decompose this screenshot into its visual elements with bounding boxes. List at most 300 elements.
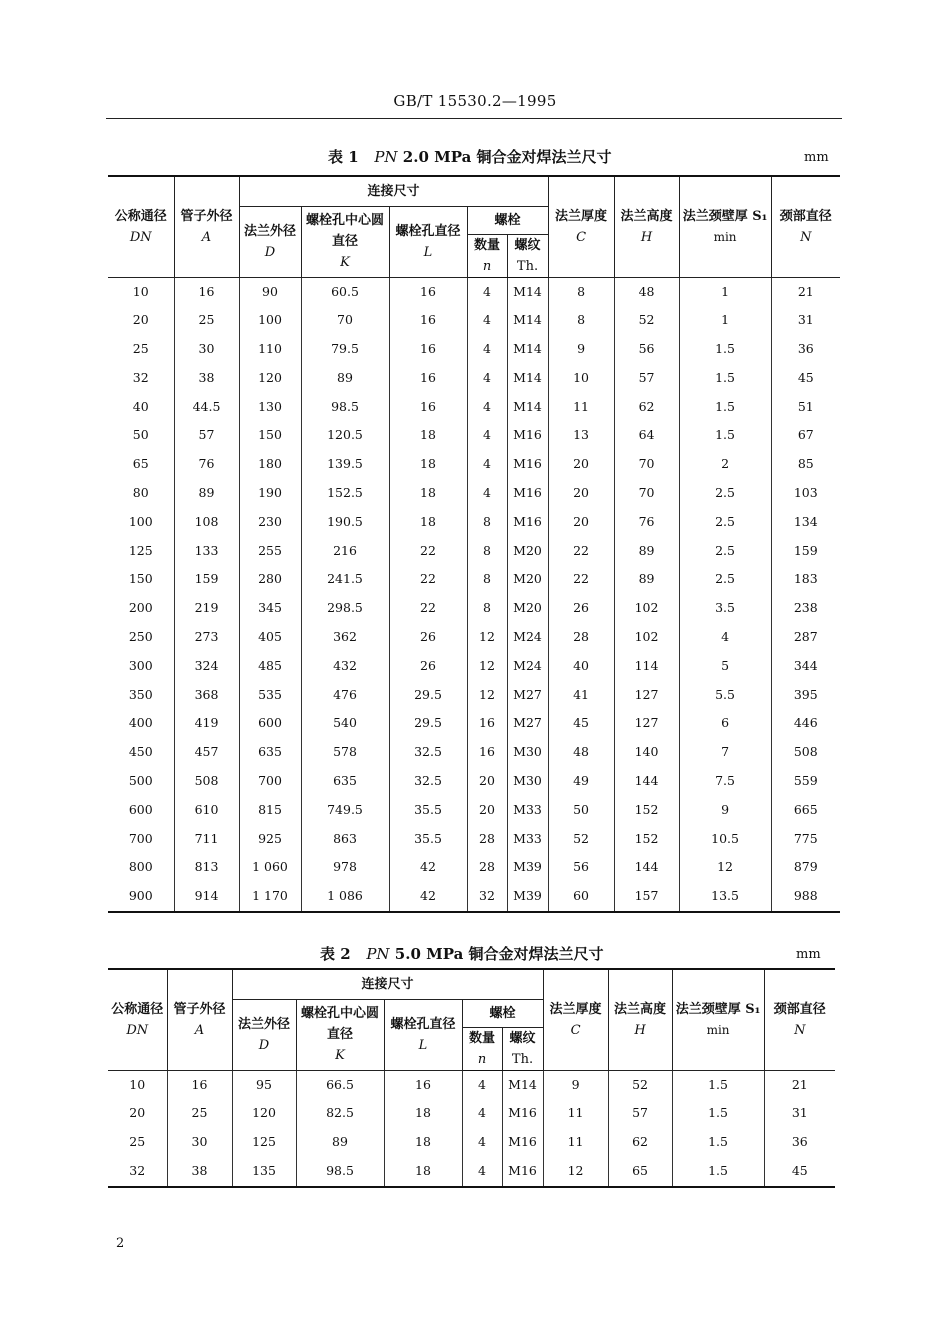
table-cell: 4 <box>462 1099 502 1128</box>
col-conn-header: 连接尺寸 <box>232 969 543 999</box>
table-cell: 16 <box>467 709 507 738</box>
table-cell: M30 <box>507 767 548 796</box>
table-cell: 52 <box>608 1070 672 1099</box>
table-cell: 36 <box>771 335 840 364</box>
table-cell: 57 <box>174 421 239 450</box>
table-cell: 500 <box>108 767 174 796</box>
table-cell: 190.5 <box>301 508 389 537</box>
table-cell: 31 <box>771 306 840 335</box>
table-cell: 120 <box>239 364 301 393</box>
table-cell: M33 <box>507 796 548 825</box>
table-cell: 32 <box>467 882 507 912</box>
table-cell: 344 <box>771 652 840 681</box>
table-cell: 280 <box>239 565 301 594</box>
col-qty-header: 数量 n <box>462 1027 502 1070</box>
table-cell: 914 <box>174 882 239 912</box>
table-cell: 64 <box>614 421 679 450</box>
table-cell: 978 <box>301 853 389 882</box>
table-cell: 56 <box>614 335 679 364</box>
col-dn-header: 公称通径 DN <box>108 969 167 1070</box>
table-cell: 432 <box>301 652 389 681</box>
table-row <box>108 652 840 681</box>
table-cell: 18 <box>384 1099 462 1128</box>
table-cell: 157 <box>614 882 679 912</box>
table-cell: 30 <box>174 335 239 364</box>
table-cell: 298.5 <box>301 594 389 623</box>
table-cell: M16 <box>507 421 548 450</box>
table-cell: 42 <box>389 882 467 912</box>
col-qty-header: 数量 n <box>467 234 507 277</box>
table-cell: 700 <box>108 825 174 854</box>
table-cell: 419 <box>174 709 239 738</box>
table-row <box>108 508 840 537</box>
table-cell: 22 <box>548 537 614 566</box>
table-cell: 16 <box>467 738 507 767</box>
table-cell: 13 <box>548 421 614 450</box>
table-cell: 20 <box>467 767 507 796</box>
table-cell: 150 <box>108 565 174 594</box>
table2-unit: mm <box>796 947 821 962</box>
table-cell: 9 <box>679 796 771 825</box>
table-cell: 446 <box>771 709 840 738</box>
col-h-header: 法兰高度 H <box>608 969 672 1070</box>
table-cell: 4 <box>679 623 771 652</box>
table-cell: 22 <box>389 594 467 623</box>
table-cell: 1 <box>679 277 771 306</box>
table-cell: 12 <box>467 623 507 652</box>
table-cell: 26 <box>548 594 614 623</box>
table-cell: 10 <box>548 364 614 393</box>
table-cell: 241.5 <box>301 565 389 594</box>
table-cell: 45 <box>771 364 840 393</box>
table-cell: 31 <box>764 1099 835 1128</box>
table-cell: 134 <box>771 508 840 537</box>
table-cell: 85 <box>771 450 840 479</box>
col-n-header: 颈部直径 N <box>771 176 840 277</box>
table-row <box>108 1128 835 1157</box>
table-cell: 2.5 <box>679 565 771 594</box>
table-cell: 120 <box>232 1099 296 1128</box>
table-cell: M16 <box>507 450 548 479</box>
table-cell: 40 <box>548 652 614 681</box>
table-row <box>108 681 840 710</box>
table-cell: 1.5 <box>679 364 771 393</box>
table-cell: 10 <box>108 277 174 306</box>
table-cell: 44.5 <box>174 393 239 422</box>
table-cell: 300 <box>108 652 174 681</box>
table-cell: 775 <box>771 825 840 854</box>
table-row <box>108 1070 835 1099</box>
table-cell: 26 <box>389 652 467 681</box>
table-cell: 70 <box>614 450 679 479</box>
table-cell: 18 <box>384 1128 462 1157</box>
table-cell: 60.5 <box>301 277 389 306</box>
table-cell: 52 <box>548 825 614 854</box>
table-cell: 350 <box>108 681 174 710</box>
table-cell: 32 <box>108 364 174 393</box>
table-cell: 900 <box>108 882 174 912</box>
table-cell: 190 <box>239 479 301 508</box>
table-cell: 16 <box>389 335 467 364</box>
table-cell: 16 <box>174 277 239 306</box>
table-cell: M16 <box>502 1099 543 1128</box>
table-cell: 100 <box>239 306 301 335</box>
table-cell: 20 <box>467 796 507 825</box>
table-cell: 35.5 <box>389 825 467 854</box>
table-cell: 345 <box>239 594 301 623</box>
table-cell: 450 <box>108 738 174 767</box>
col-k-header: 螺栓孔中心圆直径 K <box>301 206 389 277</box>
table-cell: 815 <box>239 796 301 825</box>
table-cell: 95 <box>232 1070 296 1099</box>
table-row <box>108 1099 835 1128</box>
table-cell: M14 <box>507 393 548 422</box>
table1-caption <box>328 146 612 167</box>
table-row <box>108 277 840 306</box>
table-cell: 600 <box>108 796 174 825</box>
table-cell: 89 <box>296 1128 384 1157</box>
table-cell: 89 <box>301 364 389 393</box>
table-cell: 8 <box>467 594 507 623</box>
table-cell: 1.5 <box>672 1157 764 1187</box>
table-cell: 1.5 <box>672 1128 764 1157</box>
table-cell: 28 <box>548 623 614 652</box>
col-l-header: 螺栓孔直径 L <box>384 999 462 1070</box>
table-row <box>108 537 840 566</box>
table-cell: 9 <box>543 1070 608 1099</box>
table-cell: M20 <box>507 565 548 594</box>
table-cell: 70 <box>301 306 389 335</box>
table-cell: 50 <box>548 796 614 825</box>
table-row <box>108 335 840 364</box>
table-cell: 152 <box>614 825 679 854</box>
table-cell: 144 <box>614 853 679 882</box>
table-cell: M14 <box>507 335 548 364</box>
table-cell: 4 <box>467 364 507 393</box>
table-cell: 135 <box>232 1157 296 1187</box>
table-cell: 2.5 <box>679 537 771 566</box>
table-cell: 4 <box>462 1128 502 1157</box>
table-cell: 13.5 <box>679 882 771 912</box>
table2-body <box>108 1070 835 1187</box>
table-cell: 1.5 <box>672 1099 764 1128</box>
table-cell: 4 <box>467 479 507 508</box>
table-cell: 28 <box>467 853 507 882</box>
table-cell: 535 <box>239 681 301 710</box>
table-cell: 18 <box>384 1157 462 1187</box>
table-cell: 12 <box>467 681 507 710</box>
table-cell: 51 <box>771 393 840 422</box>
table-row <box>108 796 840 825</box>
table-cell: 2.5 <box>679 479 771 508</box>
table-row <box>108 825 840 854</box>
table-cell: 476 <box>301 681 389 710</box>
table-cell: 16 <box>167 1070 232 1099</box>
col-pipe-header: 管子外径 A <box>167 969 232 1070</box>
table-cell: 56 <box>548 853 614 882</box>
table-cell: 26 <box>389 623 467 652</box>
table-cell: 29.5 <box>389 681 467 710</box>
table-cell: 16 <box>389 306 467 335</box>
table2-caption <box>320 943 604 964</box>
flange-table-1 <box>108 175 840 913</box>
table-cell: M24 <box>507 652 548 681</box>
table-cell: 711 <box>174 825 239 854</box>
table-cell: 67 <box>771 421 840 450</box>
table-cell: 12 <box>679 853 771 882</box>
table-cell: M16 <box>507 479 548 508</box>
table-cell: 540 <box>301 709 389 738</box>
col-d-header: 法兰外径 D <box>239 206 301 277</box>
table-cell: 57 <box>608 1099 672 1128</box>
table-cell: 879 <box>771 853 840 882</box>
table-cell: 45 <box>764 1157 835 1187</box>
table-cell: M14 <box>502 1070 543 1099</box>
table-row <box>108 853 840 882</box>
table-cell: 20 <box>548 479 614 508</box>
table-cell: 22 <box>389 565 467 594</box>
table-cell: 2.5 <box>679 508 771 537</box>
table-cell: 255 <box>239 537 301 566</box>
table-cell: 925 <box>239 825 301 854</box>
table-cell: 18 <box>389 479 467 508</box>
table-cell: 4 <box>467 306 507 335</box>
table-cell: 700 <box>239 767 301 796</box>
table-cell: 125 <box>232 1128 296 1157</box>
header-rule <box>106 118 842 119</box>
table-cell: 600 <box>239 709 301 738</box>
table-cell: 1.5 <box>672 1070 764 1099</box>
table-cell: 120.5 <box>301 421 389 450</box>
table-cell: 108 <box>174 508 239 537</box>
table-cell: 1.5 <box>679 335 771 364</box>
table-cell: 395 <box>771 681 840 710</box>
table-cell: M14 <box>507 277 548 306</box>
table-cell: 183 <box>771 565 840 594</box>
table-cell: M24 <box>507 623 548 652</box>
col-n-header: 颈部直径 N <box>764 969 835 1070</box>
table-cell: 22 <box>548 565 614 594</box>
table-cell: 1.5 <box>679 421 771 450</box>
table-cell: 1 <box>679 306 771 335</box>
table2-pn: PN <box>366 945 390 963</box>
table-cell: 749.5 <box>301 796 389 825</box>
table-row <box>108 393 840 422</box>
table-cell: 400 <box>108 709 174 738</box>
table-cell: 11 <box>543 1099 608 1128</box>
table-cell: 48 <box>614 277 679 306</box>
table-cell: 152.5 <box>301 479 389 508</box>
table-cell: 127 <box>614 709 679 738</box>
col-k-header: 螺栓孔中心圆直径 K <box>296 999 384 1070</box>
table-cell: 110 <box>239 335 301 364</box>
table-cell: 7.5 <box>679 767 771 796</box>
table-cell: 82.5 <box>296 1099 384 1128</box>
table-cell: 287 <box>771 623 840 652</box>
table-cell: 16 <box>389 277 467 306</box>
table-row <box>108 364 840 393</box>
table-cell: 144 <box>614 767 679 796</box>
table-cell: 65 <box>608 1157 672 1187</box>
col-thread-header: 螺纹 Th. <box>502 1027 543 1070</box>
table-cell: 150 <box>239 421 301 450</box>
table-cell: 362 <box>301 623 389 652</box>
table-cell: 635 <box>239 738 301 767</box>
table-cell: 16 <box>389 393 467 422</box>
table-cell: 25 <box>108 1128 167 1157</box>
table-cell: 133 <box>174 537 239 566</box>
table-cell: 800 <box>108 853 174 882</box>
table-cell: 559 <box>771 767 840 796</box>
table-cell: 10 <box>108 1070 167 1099</box>
table-cell: 20 <box>548 508 614 537</box>
table-cell: 368 <box>174 681 239 710</box>
table-cell: 66.5 <box>296 1070 384 1099</box>
table-cell: 130 <box>239 393 301 422</box>
table-cell: 32.5 <box>389 738 467 767</box>
col-pipe-header: 管子外径 A <box>174 176 239 277</box>
table-cell: 12 <box>467 652 507 681</box>
col-conn-header: 连接尺寸 <box>239 176 548 206</box>
table-row <box>108 767 840 796</box>
table-cell: M39 <box>507 882 548 912</box>
table-cell: 11 <box>548 393 614 422</box>
table-cell: 21 <box>764 1070 835 1099</box>
table-cell: 4 <box>467 277 507 306</box>
table-cell: 40 <box>108 393 174 422</box>
col-l-header: 螺栓孔直径 L <box>389 206 467 277</box>
table-cell: 50 <box>108 421 174 450</box>
col-s1-header: 法兰颈壁厚 S₁ min <box>679 176 771 277</box>
table-row <box>108 623 840 652</box>
table-row <box>108 450 840 479</box>
table-cell: 1 060 <box>239 853 301 882</box>
table-row <box>108 1157 835 1187</box>
table-cell: 18 <box>389 450 467 479</box>
table-cell: 41 <box>548 681 614 710</box>
col-c-header: 法兰厚度 C <box>548 176 614 277</box>
table-cell: 8 <box>467 537 507 566</box>
table-cell: 4 <box>467 421 507 450</box>
table-cell: 125 <box>108 537 174 566</box>
table-row <box>108 421 840 450</box>
table-cell: 140 <box>614 738 679 767</box>
table-cell: 1 170 <box>239 882 301 912</box>
table-cell: 508 <box>174 767 239 796</box>
col-thread-header: 螺纹 Th. <box>507 234 548 277</box>
table-cell: 38 <box>167 1157 232 1187</box>
table-cell: 250 <box>108 623 174 652</box>
table-cell: 38 <box>174 364 239 393</box>
table-cell: 36 <box>764 1128 835 1157</box>
table-cell: 21 <box>771 277 840 306</box>
table-cell: 65 <box>108 450 174 479</box>
table-cell: 863 <box>301 825 389 854</box>
table-cell: 457 <box>174 738 239 767</box>
table-cell: 508 <box>771 738 840 767</box>
table1-body <box>108 277 840 912</box>
table-cell: 813 <box>174 853 239 882</box>
table-cell: M33 <box>507 825 548 854</box>
table-cell: 5.5 <box>679 681 771 710</box>
table-cell: 8 <box>467 508 507 537</box>
table-cell: 16 <box>384 1070 462 1099</box>
table-cell: 4 <box>462 1070 502 1099</box>
table-cell: M27 <box>507 709 548 738</box>
table-cell: 25 <box>174 306 239 335</box>
table-cell: 28 <box>467 825 507 854</box>
table-cell: 180 <box>239 450 301 479</box>
table-cell: 6 <box>679 709 771 738</box>
table-cell: 18 <box>389 508 467 537</box>
table-cell: M39 <box>507 853 548 882</box>
table-cell: 578 <box>301 738 389 767</box>
table-cell: 45 <box>548 709 614 738</box>
table-cell: 1 086 <box>301 882 389 912</box>
table-cell: 35.5 <box>389 796 467 825</box>
table-cell: 20 <box>108 1099 167 1128</box>
col-dn-header: 公称通径 DN <box>108 176 174 277</box>
table-cell: 4 <box>467 393 507 422</box>
table-cell: 5 <box>679 652 771 681</box>
table-cell: 22 <box>389 537 467 566</box>
table1-unit: mm <box>804 150 829 165</box>
table-row <box>108 594 840 623</box>
table-cell: 8 <box>467 565 507 594</box>
table-cell: 62 <box>614 393 679 422</box>
table-cell: 1.5 <box>679 393 771 422</box>
table2-label: 表 2 <box>320 945 351 963</box>
table-cell: 988 <box>771 882 840 912</box>
table-cell: 139.5 <box>301 450 389 479</box>
table-cell: M20 <box>507 594 548 623</box>
table-cell: 11 <box>543 1128 608 1157</box>
table-cell: 25 <box>167 1099 232 1128</box>
table-cell: 25 <box>108 335 174 364</box>
table-cell: 80 <box>108 479 174 508</box>
table-cell: M30 <box>507 738 548 767</box>
table-cell: 62 <box>608 1128 672 1157</box>
table1-pn: PN <box>374 148 398 166</box>
table-cell: 18 <box>389 421 467 450</box>
table-cell: 4 <box>467 450 507 479</box>
table-cell: M14 <box>507 364 548 393</box>
page-number: 2 <box>116 1236 125 1251</box>
flange-table-2 <box>108 968 835 1188</box>
table-cell: 8 <box>548 306 614 335</box>
table-cell: 200 <box>108 594 174 623</box>
table-cell: 20 <box>108 306 174 335</box>
table-cell: 12 <box>543 1157 608 1187</box>
table2-title: 5.0 MPa 铜合金对焊法兰尺寸 <box>394 945 604 963</box>
table-cell: 20 <box>548 450 614 479</box>
table-cell: 52 <box>614 306 679 335</box>
table-cell: 7 <box>679 738 771 767</box>
table-cell: 48 <box>548 738 614 767</box>
table-row <box>108 882 840 912</box>
table-cell: 79.5 <box>301 335 389 364</box>
table-cell: M14 <box>507 306 548 335</box>
col-h-header: 法兰高度 H <box>614 176 679 277</box>
table-row <box>108 709 840 738</box>
table-cell: 3.5 <box>679 594 771 623</box>
table1-label: 表 1 <box>328 148 359 166</box>
table-cell: 238 <box>771 594 840 623</box>
table-cell: 103 <box>771 479 840 508</box>
table-cell: 635 <box>301 767 389 796</box>
table-cell: 10.5 <box>679 825 771 854</box>
table-cell: 216 <box>301 537 389 566</box>
